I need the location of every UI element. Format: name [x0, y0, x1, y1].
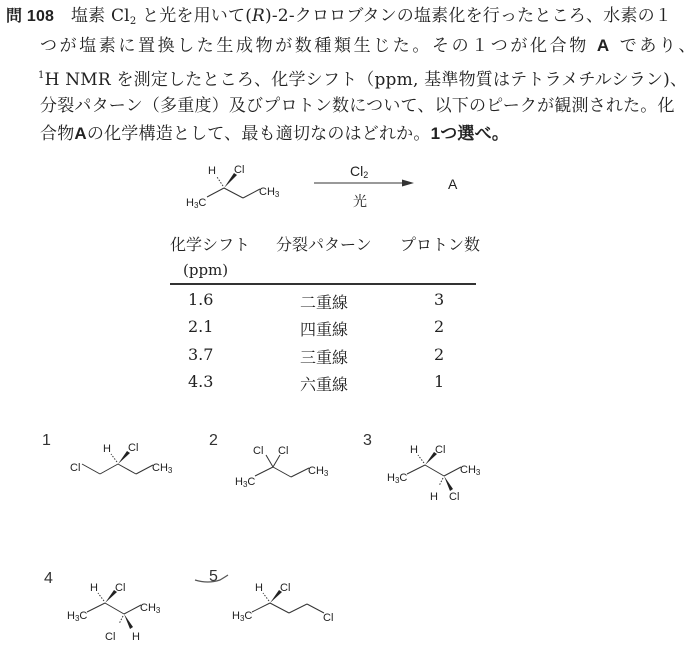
option-1-label[interactable]: 1 [42, 432, 51, 449]
atom-cl: Cl [115, 582, 126, 594]
question-line-3 [38, 66, 687, 90]
hash-bond [111, 454, 117, 462]
wedge-bond [444, 476, 453, 491]
bond [273, 467, 291, 477]
bond [82, 464, 100, 474]
bond [87, 603, 105, 612]
shift-cell: 2.1 [188, 317, 214, 336]
table-header-unit: (ppm) [183, 261, 229, 279]
question-number: 問 108 [6, 8, 55, 25]
bond [243, 189, 260, 198]
atom-cl: Cl [323, 612, 334, 624]
bond [407, 465, 425, 474]
atom-cl: Cl [105, 631, 116, 643]
option-3-structure[interactable] [385, 440, 525, 520]
atom-ch3: CH3 [308, 465, 329, 478]
option-1-structure[interactable] [60, 440, 200, 500]
bond [255, 467, 273, 476]
question-line-2 [40, 36, 698, 56]
pattern-cell: 三重線 [300, 348, 349, 367]
instruction: 1つ選べ。 [430, 124, 510, 143]
condition-label: 光 [353, 194, 367, 210]
question-line-1 [6, 6, 672, 32]
bond [224, 188, 243, 198]
bond [100, 464, 118, 474]
table-header-pattern: 分裂パターン [276, 235, 372, 254]
text: 塩素 Cl [70, 6, 130, 26]
option-4-structure[interactable] [65, 578, 205, 658]
compound-label: A [596, 36, 612, 55]
bond [207, 188, 224, 197]
bond [307, 604, 324, 613]
bond [124, 605, 141, 614]
atom-cl: Cl [128, 442, 139, 454]
text: H NMR を測定したところ、化学シフト（ppm, 基準物質はテトラメチルシラン)、 [44, 70, 688, 90]
product-label: A [448, 176, 458, 192]
option-2-label[interactable]: 2 [209, 432, 218, 449]
subscript: 2 [129, 16, 137, 27]
atom-cl: Cl [278, 445, 289, 457]
bond [291, 468, 309, 477]
compound-label: A [74, 124, 87, 143]
atom-h3c: H3C [186, 197, 207, 210]
protons-cell: 3 [434, 290, 445, 309]
option-4-label[interactable]: 4 [44, 570, 53, 587]
option-3-label[interactable]: 3 [363, 432, 372, 449]
table-header-protons: プロトン数 [400, 235, 481, 254]
atom-h: H [103, 443, 111, 455]
text: の化学構造として、最も適切なのはどれか。 [86, 124, 431, 144]
atom-h3c: H3C [235, 476, 256, 489]
bond [266, 455, 273, 467]
bond [136, 465, 153, 474]
text: 分裂パターン（多重度）及びプロトン数について、以下のピークが観測された。化 [40, 96, 675, 116]
atom-cl: Cl [449, 491, 460, 503]
hash-bond [119, 616, 123, 624]
bond [444, 467, 461, 476]
atom-h3c: H3C [232, 610, 253, 623]
atom-h: H [430, 491, 438, 503]
protons-cell: 2 [434, 345, 445, 364]
pattern-cell: 二重線 [300, 293, 349, 312]
arrowhead [402, 180, 414, 187]
option-5-structure[interactable] [230, 578, 370, 638]
option-2-structure[interactable] [225, 440, 365, 500]
text: )-2-クロロブタンの塩素化を行ったところ、水素の１ [265, 6, 672, 26]
bond [270, 603, 289, 613]
hash-bond [98, 593, 104, 601]
atom-h: H [410, 444, 418, 456]
atom-cl: Cl [70, 462, 81, 474]
bond [425, 465, 444, 476]
question-line-4 [40, 96, 675, 116]
hash-bond [439, 478, 443, 486]
hash-bond [217, 177, 223, 186]
atom-h: H [255, 582, 263, 594]
atom-cl: Cl [234, 164, 245, 176]
stereo-descriptor: R [252, 6, 266, 26]
atom-ch3: CH3 [259, 186, 280, 199]
reagent-label: Cl2 [350, 163, 369, 180]
atom-h3c: H3C [387, 472, 408, 485]
pattern-cell: 六重線 [300, 375, 349, 394]
wedge-bond [124, 614, 133, 629]
superscript: 1 [38, 70, 45, 81]
atom-h: H [90, 582, 98, 594]
reactant-structure [186, 164, 280, 210]
pattern-cell: 四重線 [300, 320, 349, 339]
atom-h3c: H3C [67, 610, 88, 623]
shift-cell: 3.7 [188, 345, 214, 364]
atom-cl: Cl [280, 582, 291, 594]
text: 合物 [40, 124, 75, 144]
atom-cl: Cl [253, 445, 264, 457]
text: であり、 [619, 36, 698, 56]
bond [118, 464, 136, 474]
table-rule [170, 283, 476, 285]
protons-cell: 1 [434, 372, 445, 391]
hash-bond [263, 593, 269, 601]
bond [105, 603, 124, 614]
text: と光を用いて( [136, 6, 253, 26]
reaction-scheme [150, 140, 500, 220]
atom-ch3: CH3 [152, 462, 173, 475]
bond [289, 604, 307, 613]
bond [252, 603, 270, 612]
table-header-shift: 化学シフト [170, 235, 251, 254]
protons-cell: 2 [434, 317, 445, 336]
hash-bond [418, 455, 424, 463]
shift-cell: 1.6 [188, 290, 214, 309]
atom-h: H [132, 631, 140, 643]
atom-h: H [208, 165, 216, 177]
atom-ch3: CH3 [460, 464, 481, 477]
shift-cell: 4.3 [188, 372, 214, 391]
text: つが塩素に置換した生成物が数種類生じた。その１つが化合物 [40, 36, 589, 56]
atom-ch3: CH3 [140, 602, 161, 615]
atom-cl: Cl [435, 444, 446, 456]
option-5-label[interactable]: 5 [209, 568, 218, 585]
